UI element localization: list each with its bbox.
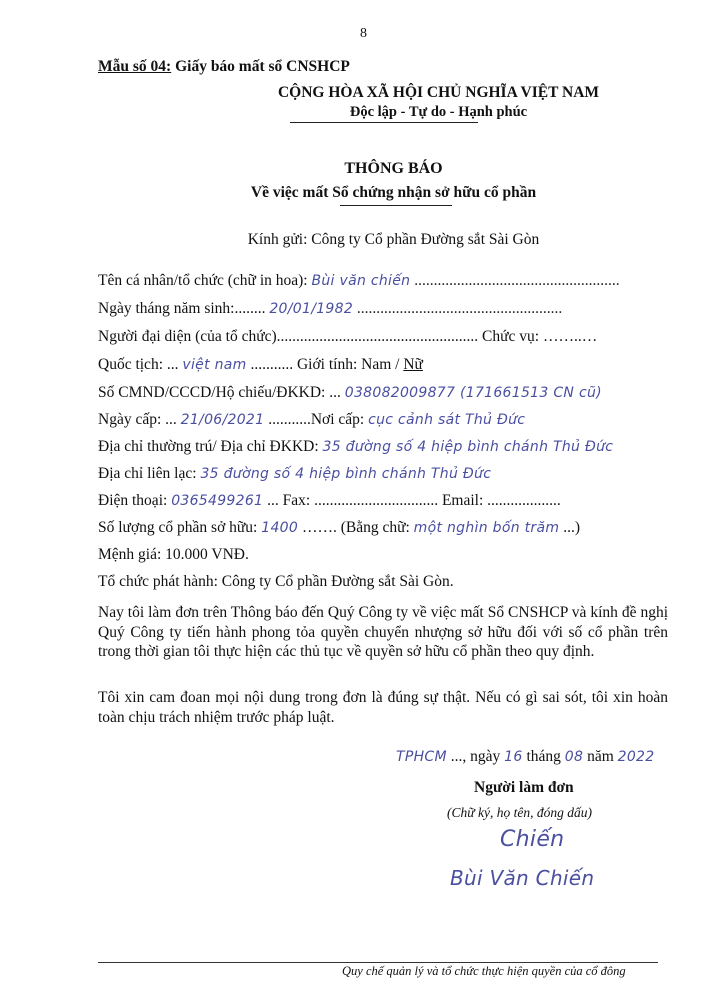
field-permanent-address-value: 35 đường số 4 hiệp bình chánh Thủ Đức xyxy=(322,439,614,455)
field-permanent-address xyxy=(98,438,613,456)
field-dob-label: Ngày tháng năm sinh:........ xyxy=(98,300,266,317)
addressee: Kính gửi: Công ty Cổ phần Đường sắt Sài Gòn xyxy=(247,231,540,248)
field-shares-mid: ……. (Bằng chữ: xyxy=(301,519,414,536)
field-representative xyxy=(98,328,597,346)
field-name-label: Tên cá nhân/tổ chức (chữ in hoa): xyxy=(98,272,308,289)
field-name-tail: ..................................................... xyxy=(414,272,620,289)
field-phone xyxy=(98,492,561,510)
signer-note: (Chữ ký, họ tên, đóng dấu) xyxy=(447,805,592,820)
date-text-2: tháng xyxy=(526,748,565,765)
document-title: THÔNG BÁO xyxy=(344,160,443,177)
year-value: 2022 xyxy=(617,749,655,765)
nation-header: CỘNG HÒA XÃ HỘI CHỦ NGHĨA VIỆT NAM xyxy=(277,84,600,101)
form-code-label: Mẫu số 04: xyxy=(98,58,172,75)
field-issuer: Tổ chức phát hành: Công ty Cổ phần Đường sắt Sài Gòn. xyxy=(98,573,454,590)
place-date xyxy=(396,748,654,766)
field-issue xyxy=(98,411,525,429)
field-dob-value: 20/01/1982 xyxy=(269,301,354,317)
field-par-value: Mệnh giá: 10.000 VNĐ. xyxy=(98,546,249,563)
field-phone-value: 0365499261 xyxy=(171,493,264,509)
footer-divider xyxy=(98,962,658,963)
motto: Độc lập - Tự do - Hạnh phúc xyxy=(349,104,528,120)
date-text-3: năm xyxy=(587,748,618,765)
field-dob xyxy=(98,300,562,318)
field-contact-address xyxy=(98,465,491,483)
field-name xyxy=(98,272,620,290)
date-text-1: ..., ngày xyxy=(450,748,501,765)
field-issue-date: 21/06/2021 xyxy=(180,412,265,428)
field-contact-address-value: 35 đường số 4 hiệp bình chánh Thủ Đức xyxy=(200,466,492,482)
field-shares-value: 1400 xyxy=(261,520,299,536)
field-nationality-value: việt nam xyxy=(182,357,247,373)
field-name-value: Bùi văn chiến xyxy=(311,273,411,289)
field-issue-mid: ...........Nơi cấp: xyxy=(268,411,369,428)
field-phone-rest: ... Fax: ................................ Email: ................... xyxy=(267,492,561,509)
field-issue-label: Ngày cấp: ... xyxy=(98,411,177,428)
motto-underline xyxy=(290,122,478,123)
field-nationality xyxy=(98,356,423,374)
day-value: 16 xyxy=(504,749,523,765)
document-subtitle: Về việc mất Sổ chứng nhận sở hữu cổ phần xyxy=(250,184,537,201)
field-representative-label: Người đại diện (của tổ chức).................................................... xyxy=(98,328,479,345)
commitment-paragraph: Tôi xin cam đoan mọi nội dung trong đơn là đúng sự thật. Nếu có gì sai sót, tôi xin hoàn toàn chịu trách nhiệm trước pháp luật. xyxy=(98,689,668,726)
field-gender-label: Giới tính: Nam / xyxy=(296,356,404,373)
field-shares-words: một nghìn bốn trăm xyxy=(413,520,560,536)
signature-full-name: Bùi Văn Chiến xyxy=(450,866,595,890)
field-permanent-address-label: Địa chỉ thường trú/ Địa chỉ ĐKKD: xyxy=(98,438,319,455)
field-gender-value: Nữ xyxy=(403,356,423,373)
footer-text: Quy chế quản lý và tổ chức thực hiện quyền của cổ đông xyxy=(342,964,626,978)
field-shares xyxy=(98,519,580,537)
place-value: TPHCM xyxy=(396,749,447,765)
field-shares-label: Số lượng cổ phần sở hữu: xyxy=(98,519,262,536)
signer-title: Người làm đơn xyxy=(474,779,574,796)
field-dob-tail: ..................................................... xyxy=(356,300,563,317)
field-nationality-label: Quốc tịch: ... xyxy=(98,356,179,373)
request-paragraph: Nay tôi làm đơn trên Thông báo đến Quý Công ty về việc mất Sổ CNSHCP và kính đề nghị Quý Công ty tiến hành phong tỏa quyền chuyển nhượng sở hữu đối với số cổ phần trên trong thời gian tôi thực hiện các thủ tục về quyền sở hữu cổ phần theo quy định. xyxy=(98,604,668,660)
field-id-number-label: Số CMND/CCCD/Hộ chiếu/ĐKKD: ... xyxy=(98,384,341,401)
page-number: 8 xyxy=(360,26,367,41)
form-code-title: Giấy báo mất sổ CNSHCP xyxy=(175,58,350,75)
form-code xyxy=(98,58,350,76)
field-issue-place: cục cảnh sát Thủ Đức xyxy=(368,412,526,428)
field-id-number xyxy=(98,384,602,402)
field-nationality-tail: ........... xyxy=(250,356,297,373)
field-phone-label: Điện thoại: xyxy=(98,492,172,509)
field-shares-close: ...) xyxy=(563,519,580,536)
signature-short: Chiến xyxy=(500,827,565,852)
field-contact-address-label: Địa chỉ liên lạc: xyxy=(98,465,197,482)
field-id-number-value: 038082009877 (171661513 CN cũ) xyxy=(344,385,602,401)
month-value: 08 xyxy=(564,749,584,765)
field-role-label: Chức vụ: ……..… xyxy=(482,328,598,345)
subtitle-underline xyxy=(340,205,452,206)
